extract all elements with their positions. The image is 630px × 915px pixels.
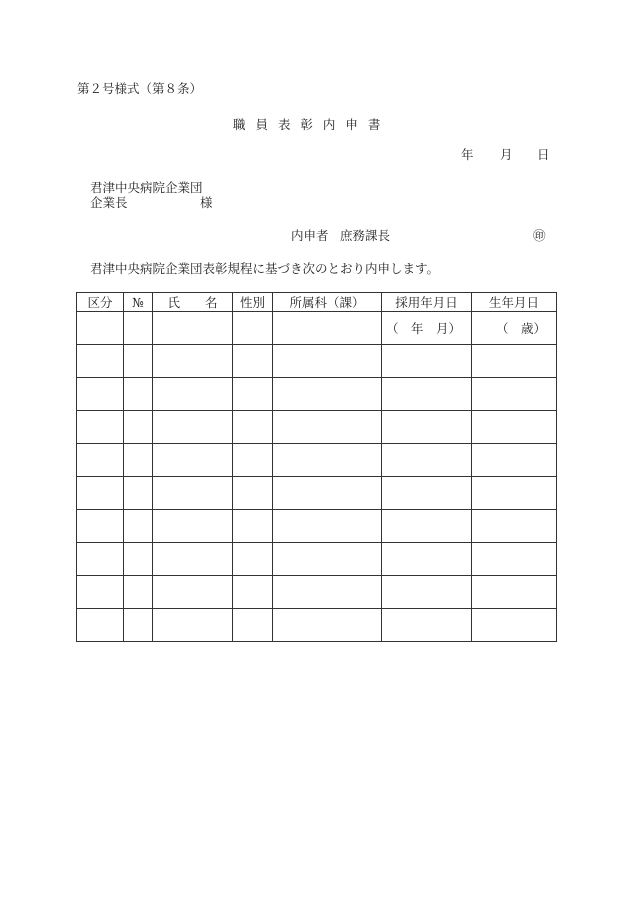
applicant-position: 庶務課長 (340, 228, 391, 243)
table-row (77, 444, 557, 477)
cell-category[interactable] (77, 345, 124, 378)
addressee-title: 企業長 (90, 195, 128, 210)
cell-name[interactable] (153, 609, 233, 642)
cell-gender[interactable] (233, 609, 273, 642)
cell-hire-date[interactable] (382, 477, 472, 510)
document-title: 職 員 表 彰 内 申 書 (233, 117, 381, 132)
table-row (77, 510, 557, 543)
cell-name[interactable] (153, 444, 233, 477)
cell-department[interactable] (273, 444, 382, 477)
header-gender: 性別 (233, 293, 273, 312)
cell-number[interactable] (124, 510, 153, 543)
nomination-table (76, 292, 557, 642)
cell-department[interactable] (273, 477, 382, 510)
cell-birth-date[interactable] (472, 543, 557, 576)
cell-gender[interactable] (233, 477, 273, 510)
cell-gender[interactable] (233, 576, 273, 609)
cell-birth-date[interactable] (472, 444, 557, 477)
cell-birth-date[interactable] (472, 411, 557, 444)
cell-category[interactable] (77, 576, 124, 609)
cell-hire-date[interactable] (382, 345, 472, 378)
cell-category[interactable] (77, 510, 124, 543)
cell-department[interactable] (273, 345, 382, 378)
date-year: 年 (461, 147, 474, 162)
cell-name[interactable] (153, 543, 233, 576)
cell-department[interactable] (273, 411, 382, 444)
cell-category[interactable] (77, 312, 124, 345)
header-birth-date: 生年月日 (472, 293, 557, 312)
cell-gender[interactable] (233, 444, 273, 477)
cell-department[interactable] (273, 312, 382, 345)
header-category: 区分 (77, 293, 124, 312)
addressee-honorific: 様 (200, 195, 213, 210)
cell-department[interactable] (273, 510, 382, 543)
cell-number[interactable] (124, 543, 153, 576)
cell-birth-date[interactable] (472, 378, 557, 411)
cell-category[interactable] (77, 477, 124, 510)
seal-mark: ㊞ (533, 228, 546, 243)
cell-hire-date[interactable]: （ 年 月） (382, 312, 472, 345)
date-month: 月 (500, 147, 513, 162)
cell-category[interactable] (77, 378, 124, 411)
cell-gender[interactable] (233, 510, 273, 543)
cell-hire-date[interactable] (382, 510, 472, 543)
cell-hire-date[interactable] (382, 609, 472, 642)
cell-gender[interactable] (233, 345, 273, 378)
table-row (77, 609, 557, 642)
cell-number[interactable] (124, 444, 153, 477)
cell-gender[interactable] (233, 543, 273, 576)
cell-hire-date[interactable] (382, 543, 472, 576)
statement: 君津中央病院企業団表彰規程に基づき次のとおり内申します。 (90, 261, 440, 276)
cell-category[interactable] (77, 609, 124, 642)
cell-department[interactable] (273, 378, 382, 411)
header-name: 氏 名 (153, 293, 233, 312)
cell-name[interactable] (153, 345, 233, 378)
cell-category[interactable] (77, 444, 124, 477)
table-row (77, 411, 557, 444)
cell-hire-date[interactable] (382, 576, 472, 609)
cell-hire-date[interactable] (382, 444, 472, 477)
cell-number[interactable] (124, 345, 153, 378)
table-row (77, 378, 557, 411)
cell-number[interactable] (124, 477, 153, 510)
cell-hire-date[interactable] (382, 378, 472, 411)
cell-birth-date[interactable] (472, 609, 557, 642)
table-row (77, 543, 557, 576)
cell-birth-date[interactable] (472, 477, 557, 510)
cell-name[interactable] (153, 576, 233, 609)
cell-number[interactable] (124, 576, 153, 609)
cell-name[interactable] (153, 411, 233, 444)
cell-number[interactable] (124, 378, 153, 411)
addressee-org: 君津中央病院企業団 (90, 180, 203, 195)
table-row (77, 477, 557, 510)
cell-hire-date[interactable] (382, 411, 472, 444)
cell-department[interactable] (273, 543, 382, 576)
cell-birth-date[interactable] (472, 576, 557, 609)
cell-birth-date[interactable] (472, 510, 557, 543)
cell-name[interactable] (153, 477, 233, 510)
cell-number[interactable] (124, 312, 153, 345)
form-number: 第２号様式（第８条） (77, 81, 203, 96)
cell-gender[interactable] (233, 378, 273, 411)
date-day: 日 (537, 147, 550, 162)
cell-gender[interactable] (233, 411, 273, 444)
cell-name[interactable] (153, 312, 233, 345)
header-department: 所属科（課） (273, 293, 382, 312)
cell-name[interactable] (153, 510, 233, 543)
table-row (77, 312, 557, 345)
header-number: № (124, 293, 153, 312)
cell-category[interactable] (77, 543, 124, 576)
cell-number[interactable] (124, 411, 153, 444)
table-row (77, 576, 557, 609)
table-row (77, 345, 557, 378)
cell-department[interactable] (273, 576, 382, 609)
header-hire-date: 採用年月日 (382, 293, 472, 312)
cell-category[interactable] (77, 411, 124, 444)
applicant-label: 内申者 (291, 228, 329, 243)
cell-name[interactable] (153, 378, 233, 411)
cell-gender[interactable] (233, 312, 273, 345)
table-header-row (77, 293, 557, 312)
cell-birth-date[interactable] (472, 345, 557, 378)
cell-birth-date[interactable]: （ 歳） (472, 312, 557, 345)
cell-department[interactable] (273, 609, 382, 642)
cell-number[interactable] (124, 609, 153, 642)
